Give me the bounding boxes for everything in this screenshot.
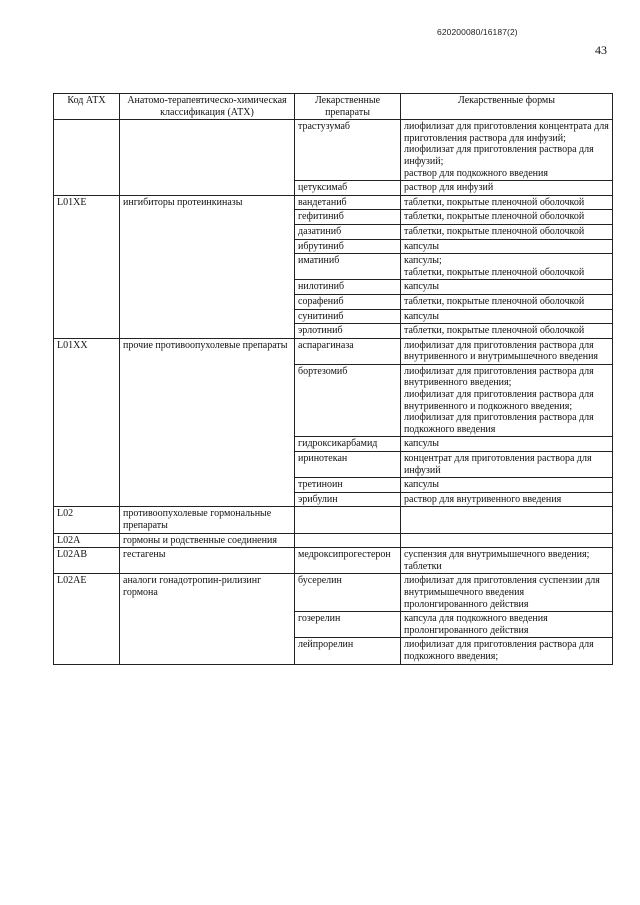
dosage-form-line: концентрат для приготовления раствора для инфузий [404, 453, 592, 476]
dosage-form-line: лиофилизат для приготовления суспензии для внутримышечного введения пролонгированного действия [404, 575, 600, 610]
drug-name: гидроксикарбамид [295, 437, 401, 452]
dosage-form-line: суспензия для внутримышечного введения; [404, 549, 590, 561]
atc-code: L02 [54, 507, 120, 533]
drug-name [295, 507, 401, 533]
drug-name [295, 533, 401, 548]
drug-table [53, 93, 613, 665]
dosage-form-line: таблетки [404, 560, 442, 572]
dosage-form-line: таблетки, покрытые пленочной оболочкой [404, 225, 585, 237]
dosage-forms [401, 574, 613, 612]
table-row [54, 533, 613, 548]
drug-name: эрибулин [295, 492, 401, 507]
dosage-forms [401, 548, 613, 574]
table-header-row [54, 94, 613, 120]
dosage-forms [401, 533, 613, 548]
dosage-form-line: таблетки, покрытые пленочной оболочкой [404, 325, 585, 337]
dosage-forms [401, 452, 613, 478]
dosage-forms [401, 294, 613, 309]
atc-classification [120, 120, 295, 196]
dosage-forms [401, 195, 613, 210]
table-row [54, 574, 613, 612]
dosage-form-line: лиофилизат для приготовления раствора для инфузий; [404, 144, 594, 167]
drug-name: сорафениб [295, 294, 401, 309]
drug-name: дазатиниб [295, 224, 401, 239]
dosage-forms [401, 280, 613, 295]
drug-name: бортезомиб [295, 364, 401, 437]
dosage-form-line: лиофилизат для приготовления раствора для внутривенного и подкожного введения; [404, 389, 594, 412]
dosage-forms [401, 239, 613, 254]
atc-code: L02AB [54, 548, 120, 574]
drug-name: цетуксимаб [295, 181, 401, 196]
dosage-forms [401, 437, 613, 452]
dosage-form-line: капсулы [404, 310, 439, 322]
dosage-form-line: капсулы [404, 240, 439, 252]
dosage-form-line: таблетки, покрытые пленочной оболочкой [404, 211, 585, 223]
drug-name: третиноин [295, 478, 401, 493]
atc-code: L02A [54, 533, 120, 548]
drug-name: гозерелин [295, 612, 401, 638]
atc-classification: противоопухолевые гормональные препараты [120, 507, 295, 533]
dosage-forms [401, 338, 613, 364]
dosage-form-line: таблетки, покрытые пленочной оболочкой [404, 295, 585, 307]
drug-name: медроксипрогестерон [295, 548, 401, 574]
table-body [54, 120, 613, 664]
dosage-forms [401, 507, 613, 533]
drug-name: иринотекан [295, 452, 401, 478]
dosage-form-line: лиофилизат для приготовления раствора для внутривенного и внутримышечного введения [404, 339, 599, 363]
atc-code: L02AE [54, 574, 120, 664]
dosage-form-line: раствор для инфузий [404, 182, 494, 194]
atc-code: L01XX [54, 338, 120, 507]
drug-name: вандетаниб [295, 195, 401, 210]
dosage-form-line: раствор для подкожного введения [404, 167, 548, 179]
dosage-forms [401, 309, 613, 324]
dosage-form-line: капсула для подкожного введения пролонгированного действия [404, 613, 548, 636]
atc-classification: гормоны и родственные соединения [120, 533, 295, 548]
dosage-form-line: капсулы [404, 438, 439, 450]
header-forms: Лекарственные формы [401, 94, 613, 120]
drug-name: эрлотиниб [295, 324, 401, 339]
atc-code: L01XE [54, 195, 120, 338]
atc-code [54, 120, 120, 196]
drug-name: бусерелин [295, 574, 401, 612]
table-row [54, 338, 613, 364]
dosage-forms [401, 612, 613, 638]
header-classification: Анатомо-терапевтическо-химическая классификация (АТХ) [120, 94, 295, 120]
dosage-forms [401, 324, 613, 339]
dosage-form-line: капсулы [404, 281, 439, 293]
atc-classification: ингибиторы протеинкиназы [120, 195, 295, 338]
dosage-form-line: лиофилизат для приготовления раствора для внутривенного введения; [404, 365, 594, 389]
dosage-forms [401, 120, 613, 181]
dosage-form-line: капсулы; [404, 255, 442, 267]
drug-name: трастузумаб [295, 120, 401, 181]
dosage-form-line: лиофилизат для приготовления концентрата для приготовления раствора для инфузий; [404, 121, 609, 144]
dosage-forms [401, 492, 613, 507]
table-row [54, 507, 613, 533]
dosage-forms [401, 478, 613, 493]
page-number: 43 [595, 43, 607, 57]
dosage-form-line: капсулы [404, 479, 439, 491]
dosage-form-line: таблетки, покрытые пленочной оболочкой [404, 266, 585, 278]
drug-name: сунитиниб [295, 309, 401, 324]
document-number: 620200080/16187(2) [437, 27, 518, 37]
drug-name: ибрутиниб [295, 239, 401, 254]
atc-classification: аналоги гонадотропин-рилизинг гормона [120, 574, 295, 664]
dosage-forms [401, 224, 613, 239]
drug-name: гефитиниб [295, 210, 401, 225]
drug-name: лейпрорелин [295, 638, 401, 664]
atc-classification: прочие противоопухолевые препараты [120, 338, 295, 507]
table-row [54, 120, 613, 181]
table-row [54, 548, 613, 574]
dosage-form-line: лиофилизат для приготовления раствора для подкожного введения; [404, 639, 594, 662]
dosage-forms [401, 210, 613, 225]
drug-name: иматиниб [295, 254, 401, 280]
dosage-forms [401, 364, 613, 437]
dosage-form-line: таблетки, покрытые пленочной оболочкой [404, 196, 585, 208]
drug-name: нилотиниб [295, 280, 401, 295]
dosage-forms [401, 254, 613, 280]
dosage-form-line: лиофилизат для приготовления раствора для подкожного введения [404, 412, 594, 435]
header-drugs: Лекарственные препараты [295, 94, 401, 120]
dosage-forms [401, 638, 613, 664]
dosage-forms [401, 181, 613, 196]
table-row [54, 195, 613, 210]
header-code: Код АТХ [54, 94, 120, 120]
drug-name: аспарагиназа [295, 338, 401, 364]
dosage-form-line: раствор для внутривенного введения [404, 493, 562, 505]
atc-classification: гестагены [120, 548, 295, 574]
